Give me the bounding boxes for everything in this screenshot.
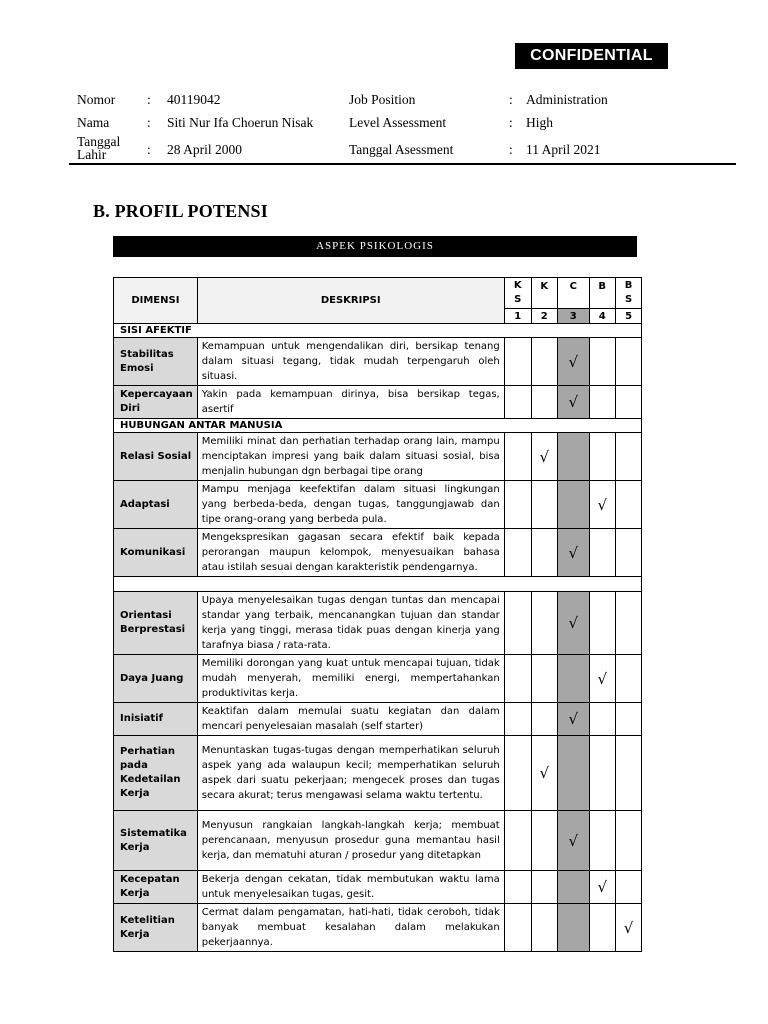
table-row xyxy=(114,338,642,386)
dimension-description: Keaktifan dalam memulai suatu kegiatan dan dalam mencari penyelesaian masalah (self starter) xyxy=(197,703,504,736)
aspek-title-bar: ASPEK PSIKOLOGIS xyxy=(113,236,637,257)
score-cell-1 xyxy=(504,592,531,655)
dimension-name: Inisiatif xyxy=(114,703,198,736)
dimension-name: Perhatian pada Kedetailan Kerja xyxy=(114,736,198,811)
score-cell-3 xyxy=(557,481,589,529)
profile-table xyxy=(113,277,642,952)
score-cell-1 xyxy=(504,386,531,419)
score-cell-1 xyxy=(504,871,531,904)
score-cell-5 xyxy=(615,904,642,952)
table-row xyxy=(114,811,642,871)
category-label: HUBUNGAN ANTAR MANUSIA xyxy=(114,419,642,433)
header-nomor-value: 40119042 xyxy=(167,92,221,107)
score-cell-4 xyxy=(589,529,615,577)
column-header-deskripsi: DESKRIPSI xyxy=(197,278,504,324)
scale-number-1: 1 xyxy=(504,309,531,324)
score-cell-1 xyxy=(504,811,531,871)
dimension-description: Yakin pada kemampuan dirinya, bisa bersikap tegas, asertif xyxy=(197,386,504,419)
score-cell-5 xyxy=(615,592,642,655)
table-row xyxy=(114,871,642,904)
score-cell-3 xyxy=(557,703,589,736)
check-mark: √ xyxy=(623,918,634,937)
scale-number-2: 2 xyxy=(531,309,557,324)
header-job-position-sep: : xyxy=(509,92,513,107)
category-label xyxy=(114,577,642,592)
score-cell-5 xyxy=(615,338,642,386)
score-cell-2 xyxy=(531,433,557,481)
header-nomor-sep: : xyxy=(147,92,151,107)
score-cell-2 xyxy=(531,736,557,811)
header-tanggal-lahir-value: 28 April 2000 xyxy=(167,142,243,157)
table-row xyxy=(114,481,642,529)
category-row xyxy=(114,324,642,338)
dimension-description: Memiliki minat dan perhatian terhadap orang lain, mampu menciptakan impresi yang baik dalam situasi sosial, bisa menjalin hubungan dgn berbagai tipe orang xyxy=(197,433,504,481)
dimension-description: Mengekspresikan gagasan secara efektif baik kepada perorangan maupun kelompok, menyesuaikan bahasa atau istilah sesuai dengan karakteristik pendengarnya. xyxy=(197,529,504,577)
header-job-position-value: Administration xyxy=(526,92,608,107)
score-cell-5 xyxy=(615,655,642,703)
dimension-name: Orientasi Berprestasi xyxy=(114,592,198,655)
dimension-description: Menyusun rangkaian langkah-langkah kerja; membuat perencanaan, menyusun prosedur guna memantau hasil kerja, dan mematuhi aturan / prosedur yang ditetapkan xyxy=(197,811,504,871)
score-cell-3 xyxy=(557,736,589,811)
score-cell-2 xyxy=(531,386,557,419)
dimension-description: Memiliki dorongan yang kuat untuk mencapai tujuan, tidak mudah menyerah, memiliki energi, mempertahankan produktivitas kerja. xyxy=(197,655,504,703)
section-title: B. PROFIL POTENSI xyxy=(93,201,268,221)
header-tanggal-lahir-sep: : xyxy=(147,142,151,157)
dimension-name: Sistematika Kerja xyxy=(114,811,198,871)
dimension-description: Kemampuan untuk mengendalikan diri, bersikap tenang dalam situasi tegang, tidak mudah terpengaruh oleh situasi. xyxy=(197,338,504,386)
score-cell-4 xyxy=(589,592,615,655)
scale-label-bs: B S xyxy=(615,278,642,309)
check-mark: √ xyxy=(568,543,579,562)
score-cell-3 xyxy=(557,811,589,871)
check-mark: √ xyxy=(597,495,608,514)
dimension-name: Kecepatan Kerja xyxy=(114,871,198,904)
score-cell-1 xyxy=(504,655,531,703)
score-cell-3 xyxy=(557,529,589,577)
scale-number-5: 5 xyxy=(615,309,642,324)
table-row xyxy=(114,433,642,481)
score-cell-3 xyxy=(557,655,589,703)
table-header-row xyxy=(114,278,642,309)
score-cell-3 xyxy=(557,386,589,419)
score-cell-4 xyxy=(589,811,615,871)
score-cell-4 xyxy=(589,703,615,736)
dimension-name: Kepercayaan Diri xyxy=(114,386,198,419)
dimension-description: Bekerja dengan cekatan, tidak membutukan waktu lama untuk menyelesaikan tugas, gesit. xyxy=(197,871,504,904)
score-cell-5 xyxy=(615,736,642,811)
category-row xyxy=(114,419,642,433)
score-cell-2 xyxy=(531,655,557,703)
header-tanggal-assessment-sep: : xyxy=(509,142,513,157)
score-cell-4 xyxy=(589,904,615,952)
header-level-label: Level Assessment xyxy=(349,115,447,130)
dimension-name: Ketelitian Kerja xyxy=(114,904,198,952)
score-cell-3 xyxy=(557,871,589,904)
score-cell-2 xyxy=(531,592,557,655)
score-cell-1 xyxy=(504,433,531,481)
confidential-badge: CONFIDENTIAL xyxy=(515,43,668,69)
header-tanggal-lahir-label: Tanggal Lahir xyxy=(77,134,121,162)
dimension-name: Komunikasi xyxy=(114,529,198,577)
dimension-name: Adaptasi xyxy=(114,481,198,529)
score-cell-2 xyxy=(531,481,557,529)
score-cell-3 xyxy=(557,433,589,481)
score-cell-5 xyxy=(615,871,642,904)
check-mark: √ xyxy=(568,831,579,850)
score-cell-3 xyxy=(557,338,589,386)
score-cell-4 xyxy=(589,386,615,419)
category-row xyxy=(114,577,642,592)
check-mark: √ xyxy=(539,764,550,782)
category-label: SISI AFEKTIF xyxy=(114,324,642,338)
header-job-position-label: Job Position xyxy=(349,92,416,107)
check-mark: √ xyxy=(539,447,550,466)
header-tanggal-assessment-value: 11 April 2021 xyxy=(526,142,601,157)
dimension-name: Relasi Sosial xyxy=(114,433,198,481)
check-mark: √ xyxy=(568,710,579,728)
score-cell-4 xyxy=(589,736,615,811)
score-cell-2 xyxy=(531,703,557,736)
check-mark: √ xyxy=(597,669,608,688)
check-mark: √ xyxy=(568,614,579,632)
score-cell-1 xyxy=(504,529,531,577)
score-cell-5 xyxy=(615,703,642,736)
header-nama-value: Siti Nur Ifa Choerun Nisak xyxy=(167,115,314,130)
header-tanggal-assessment-label: Tanggal Asessment xyxy=(349,142,454,157)
header-nama-sep: : xyxy=(147,115,151,130)
scale-number-3: 3 xyxy=(557,309,589,324)
score-cell-5 xyxy=(615,529,642,577)
score-cell-4 xyxy=(589,655,615,703)
table-row xyxy=(114,904,642,952)
check-mark: √ xyxy=(568,352,579,371)
check-mark: √ xyxy=(597,878,608,896)
table-row xyxy=(114,655,642,703)
dimension-description: Upaya menyelesaikan tugas dengan tuntas dan mencapai standar yang terbaik, mencanangkan tujuan dan standar kerja yang tinggi, merasa tidak puas dengan kinerja yang tarafnya biasa / rata-rata. xyxy=(197,592,504,655)
score-cell-1 xyxy=(504,338,531,386)
score-cell-4 xyxy=(589,338,615,386)
header-nomor-label: Nomor xyxy=(77,92,116,107)
table-row xyxy=(114,736,642,811)
scale-label-ks: K S xyxy=(504,278,531,309)
score-cell-1 xyxy=(504,481,531,529)
scale-label-c: C xyxy=(557,278,589,309)
header-divider xyxy=(69,163,736,165)
dimension-description: Cermat dalam pengamatan, hati-hati, tidak ceroboh, tidak banyak membuat kesalahan dalam melakukan pekerjaannya. xyxy=(197,904,504,952)
score-cell-3 xyxy=(557,904,589,952)
score-cell-4 xyxy=(589,871,615,904)
dimension-description: Menuntaskan tugas-tugas dengan memperhatikan seluruh aspek yang ada walaupun kecil; memperhatikan seluruh aspek dari suatu pekerjaan; mengecek proses dan tugas secara akurat; terus mengawasi selama waktu tertentu. xyxy=(197,736,504,811)
scale-number-4: 4 xyxy=(589,309,615,324)
header-level-sep: : xyxy=(509,115,513,130)
score-cell-1 xyxy=(504,736,531,811)
score-cell-3 xyxy=(557,592,589,655)
score-cell-5 xyxy=(615,481,642,529)
dimension-description: Mampu menjaga keefektifan dalam situasi lingkungan yang berbeda-beda, dengan tugas, tanggungjawab dan tipe orang-orang yang berbeda pula. xyxy=(197,481,504,529)
score-cell-1 xyxy=(504,904,531,952)
score-cell-4 xyxy=(589,433,615,481)
scale-label-b: B xyxy=(589,278,615,309)
profile-table-body xyxy=(114,278,642,952)
score-cell-4 xyxy=(589,481,615,529)
score-cell-2 xyxy=(531,871,557,904)
score-cell-5 xyxy=(615,433,642,481)
table-row xyxy=(114,529,642,577)
dimension-name: Daya Juang xyxy=(114,655,198,703)
score-cell-5 xyxy=(615,386,642,419)
scale-label-k: K xyxy=(531,278,557,309)
column-header-dimensi: DIMENSI xyxy=(114,278,198,324)
table-row xyxy=(114,703,642,736)
header-nama-label: Nama xyxy=(77,115,110,130)
score-cell-2 xyxy=(531,338,557,386)
header-level-value: High xyxy=(526,115,553,130)
score-cell-1 xyxy=(504,703,531,736)
score-cell-2 xyxy=(531,811,557,871)
table-row xyxy=(114,592,642,655)
table-row xyxy=(114,386,642,419)
check-mark: √ xyxy=(568,393,579,411)
dimension-name: Stabilitas Emosi xyxy=(114,338,198,386)
score-cell-5 xyxy=(615,811,642,871)
score-cell-2 xyxy=(531,529,557,577)
score-cell-2 xyxy=(531,904,557,952)
